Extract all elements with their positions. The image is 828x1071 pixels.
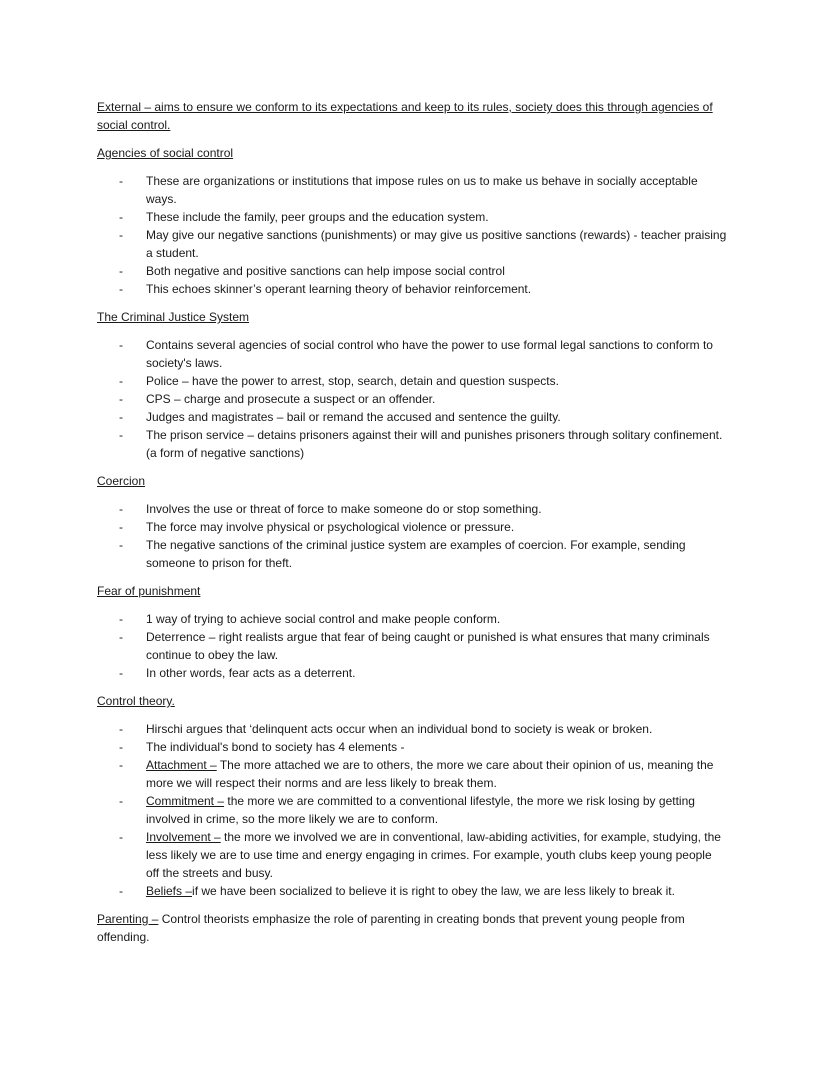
dash-bullet: -: [119, 722, 123, 736]
section-fear-of-punishment: [97, 582, 727, 682]
list-item: [97, 408, 727, 426]
dash-bullet: -: [119, 830, 123, 844]
list-item: [97, 828, 727, 882]
dash-bullet: -: [119, 666, 123, 680]
closing-text: Control theorists emphasize the role of parenting in creating bonds that prevent young people from offending.: [97, 912, 685, 944]
list-item-text: These include the family, peer groups and the education system.: [146, 210, 489, 224]
section-coercion: [97, 472, 727, 572]
dash-bullet: -: [119, 210, 123, 224]
list-item-text: Hirschi argues that ‘delinquent acts occur when an individual bond to society is weak or broken.: [146, 722, 653, 736]
list-item: [97, 882, 727, 900]
dash-bullet: -: [119, 612, 123, 626]
list-item: [97, 336, 727, 372]
section-control-theory: [97, 692, 727, 900]
list-item-text: The individual's bond to society has 4 elements -: [146, 740, 405, 754]
list-item-text: Both negative and positive sanctions can help impose social control: [146, 264, 505, 278]
dash-bullet: -: [119, 740, 123, 754]
list-item-text: 1 way of trying to achieve social control and make people conform.: [146, 612, 501, 626]
list-item: [97, 720, 727, 738]
list-item-text: the more we involved we are in conventional, law-abiding activities, for example, studying, the less likely we are to use time and energy engaging in crimes. For example, youth clubs keep young people off the streets and busy.: [146, 830, 721, 880]
list-item-text: The prison service – detains prisoners against their will and punishes prisoners through solitary confinement. (a form of negative sanctions): [146, 428, 723, 460]
dash-bullet: -: [119, 794, 123, 808]
list-item: [97, 280, 727, 298]
dash-bullet: -: [119, 502, 123, 516]
list-item-text: The force may involve physical or psychological violence or pressure.: [146, 520, 515, 534]
list-item: [97, 208, 727, 226]
list-item: [97, 500, 727, 518]
list-item-text: This echoes skinner’s operant learning theory of behavior reinforcement.: [146, 282, 532, 296]
list-item-text: Involves the use or threat of force to make someone do or stop something.: [146, 502, 542, 516]
list-item: [97, 756, 727, 792]
section-heading: The Criminal Justice System: [97, 310, 250, 324]
list-item: [97, 738, 727, 756]
list-item: [97, 536, 727, 572]
list-item: [97, 664, 727, 682]
list-item: [97, 610, 727, 628]
dash-bullet: -: [119, 228, 123, 242]
list-item: [97, 792, 727, 828]
list-item-term: Attachment –: [146, 758, 217, 772]
list-item: [97, 628, 727, 664]
dash-bullet: -: [119, 338, 123, 352]
list-item-text: Judges and magistrates – bail or remand the accused and sentence the guilty.: [146, 410, 561, 424]
bullet-list: [97, 336, 727, 462]
closing-paragraph: [97, 910, 727, 946]
dash-bullet: -: [119, 520, 123, 534]
dash-bullet: -: [119, 392, 123, 406]
list-item-term: Beliefs –: [146, 884, 193, 898]
bullet-list: [97, 172, 727, 298]
intro-paragraph: External – aims to ensure we conform to its expectations and keep to its rules, society does this through agencies of social control.: [97, 100, 713, 132]
dash-bullet: -: [119, 374, 123, 388]
list-item-text: In other words, fear acts as a deterrent.: [146, 666, 356, 680]
list-item-text: CPS – charge and prosecute a suspect or an offender.: [146, 392, 436, 406]
bullet-list: [97, 500, 727, 572]
list-item-text: Contains several agencies of social control who have the power to use formal legal sanctions to conform to society's laws.: [146, 338, 713, 370]
list-item: [97, 426, 727, 462]
list-item-text: These are organizations or institutions that impose rules on us to make us behave in socially acceptable ways.: [146, 174, 698, 206]
list-item-term: Involvement –: [146, 830, 221, 844]
list-item: [97, 390, 727, 408]
list-item-text: May give our negative sanctions (punishments) or may give us positive sanctions (rewards) - teacher praising a student.: [146, 228, 727, 260]
dash-bullet: -: [119, 174, 123, 188]
section-agencies-of-social-control: [97, 144, 727, 298]
section-criminal-justice-system: [97, 308, 727, 462]
bullet-list: [97, 720, 727, 900]
list-item: [97, 372, 727, 390]
list-item-text: Deterrence – right realists argue that fear of being caught or punished is what ensures that many criminals continue to obey the law.: [146, 630, 710, 662]
list-item-text: if we have been socialized to believe it is right to obey the law, we are less likely to break it.: [192, 884, 675, 898]
list-item-text: The more attached we are to others, the more we care about their opinion of us, meaning the more we will respect their norms and are less likely to break them.: [146, 758, 714, 790]
dash-bullet: -: [119, 630, 123, 644]
closing-term: Parenting –: [97, 912, 159, 926]
list-item: [97, 226, 727, 262]
dash-bullet: -: [119, 428, 123, 442]
bullet-list: [97, 610, 727, 682]
list-item-text: The negative sanctions of the criminal justice system are examples of coercion. For example, sending someone to prison for theft.: [146, 538, 686, 570]
section-heading: Agencies of social control: [97, 146, 234, 160]
section-heading: Fear of punishment: [97, 584, 201, 598]
list-item: [97, 262, 727, 280]
section-heading: Control theory.: [97, 694, 175, 708]
document-page: [97, 98, 727, 956]
dash-bullet: -: [119, 282, 123, 296]
list-item: [97, 518, 727, 536]
list-item-text: Police – have the power to arrest, stop, search, detain and question suspects.: [146, 374, 559, 388]
dash-bullet: -: [119, 264, 123, 278]
dash-bullet: -: [119, 884, 123, 898]
list-item-text: the more we are committed to a conventional lifestyle, the more we risk losing by getting involved in crime, so the more likely we are to conform.: [146, 794, 695, 826]
section-heading: Coercion: [97, 474, 146, 488]
list-item: [97, 172, 727, 208]
dash-bullet: -: [119, 410, 123, 424]
list-item-term: Commitment –: [146, 794, 225, 808]
dash-bullet: -: [119, 758, 123, 772]
dash-bullet: -: [119, 538, 123, 552]
